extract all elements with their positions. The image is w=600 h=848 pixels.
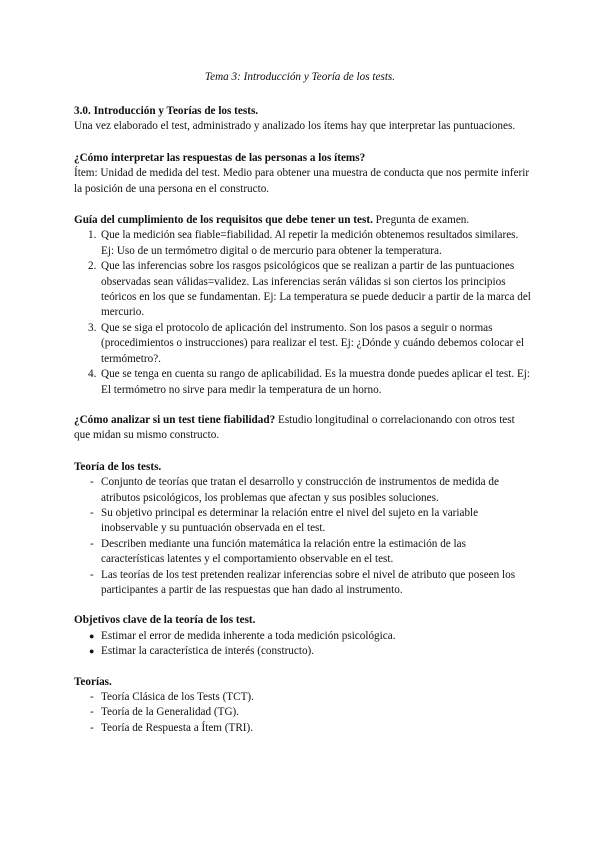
section-test-theory	[74, 460, 532, 599]
section-theories	[74, 675, 532, 737]
dash-marker: -	[90, 706, 94, 719]
list-item-text: Teoría de Respuesta a Ítem (TRI).	[101, 721, 254, 734]
list-item-text: Su objetivo principal es determinar la relación entre el nivel del sujeto en la variable inobservable y su puntuación observada en el test.	[101, 506, 479, 535]
list-item	[74, 367, 532, 398]
theories-list	[74, 690, 532, 736]
list-item	[74, 568, 532, 599]
section-requirements-note: Pregunta de examen.	[372, 214, 470, 227]
list-item	[74, 228, 532, 259]
section-test-theory-heading: Teoría de los tests.	[74, 460, 162, 473]
test-theory-list	[74, 475, 532, 598]
dash-marker: -	[90, 537, 94, 550]
list-item	[74, 475, 532, 506]
page-header: Tema 3: Introducción y Teoría de los tests.	[204, 71, 396, 83]
list-number: 4.	[88, 368, 97, 381]
list-item-text: Las teorías de los test pretenden realizar inferencias sobre el nivel de atributo que poseen los participantes a partir de las respuestas que han dado al instrumento.	[101, 568, 516, 596]
dash-marker: -	[90, 691, 94, 703]
section-interpret-heading: ¿Cómo interpretar las respuestas de las personas a los ítems?	[74, 151, 366, 164]
dash-marker: -	[90, 568, 94, 581]
list-number: 3.	[88, 321, 97, 334]
list-item	[74, 506, 532, 537]
section-key-objectives-heading: Objetivos clave de la teoría de los test.	[74, 614, 256, 627]
section-intro-heading: 3.0. Introducción y Teorías de los tests.	[74, 105, 259, 117]
list-item	[74, 690, 532, 705]
list-item-text: Que se siga el protocolo de aplicación del instrumento. Son los pasos a seguir o normas (procedimientos o instrucciones) para realizar el test. Ej: ¿Dónde y cuándo debemos colocar el termómetro?.	[101, 321, 525, 365]
list-item	[74, 705, 532, 720]
document-body	[74, 104, 532, 752]
section-reliability-text	[74, 413, 532, 444]
section-reliability-heading: ¿Cómo analizar si un test tiene fiabilidad?	[74, 413, 276, 426]
list-item-text: Teoría Clásica de los Tests (TCT).	[101, 691, 254, 703]
section-reliability-answer: Estudio longitudinal o correlacionando con otros test que midan su mismo constructo.	[74, 413, 515, 442]
dash-marker: -	[90, 476, 94, 489]
list-item	[74, 259, 532, 321]
requirements-list	[74, 228, 532, 397]
list-item-text: Estimar la característica de interés (constructo).	[101, 645, 315, 658]
section-intro-text: Una vez elaborado el test, administrado y analizado los ítems hay que interpretar las puntuaciones.	[74, 120, 516, 133]
section-requirements	[74, 213, 532, 398]
list-item-text: Que las inferencias sobre los rasgos psicológicos que se realizan a partir de las puntuaciones observadas sean válidas=validez. Las inferencias serán válidas si son ciertos los principios teóricos en los que se fundamentan. Ej: La temperatura se puede deducir a partir de la marca del mercurio.	[101, 260, 531, 319]
list-item	[74, 537, 532, 568]
list-item-text: Teoría de la Generalidad (TG).	[101, 706, 240, 719]
dash-marker: -	[90, 721, 94, 734]
section-interpret-text: Ítem: Unidad de medida del test. Medio para obtener una muestra de conducta que nos permite inferir la posición de una persona en el constructo.	[74, 167, 530, 195]
list-item-text: Conjunto de teorías que tratan el desarrollo y construcción de instrumentos de medida de atributos psicológicos, los problemas que afectan y sus posibles soluciones.	[101, 476, 499, 504]
section-intro	[74, 104, 532, 135]
list-item	[74, 721, 532, 736]
section-requirements-heading: Guía del cumplimiento de los requisitos que debe tener un test.	[74, 214, 373, 227]
list-item	[74, 644, 532, 659]
key-objectives-list	[74, 629, 532, 660]
list-number: 2.	[88, 260, 97, 273]
list-item-text: Describen mediante una función matemática la relación entre la estimación de las características latentes y el comportamiento observable en el test.	[101, 537, 466, 566]
section-reliability	[74, 413, 532, 444]
dash-marker: -	[90, 506, 94, 519]
section-key-objectives	[74, 613, 532, 659]
bullet-marker: ●	[89, 630, 95, 641]
list-item-text: Que la medición sea fiable=fiabilidad. Al repetir la medición obtenemos resultados similares. Ej: Uso de un termómetro digital o de mercurio para obtener la temperatura.	[101, 229, 519, 257]
section-requirements-intro	[74, 213, 532, 228]
list-item	[74, 629, 532, 644]
list-number: 1.	[88, 229, 97, 242]
section-theories-heading: Teorías.	[74, 675, 112, 688]
list-item-text: Que se tenga en cuenta su rango de aplicabilidad. Es la muestra donde puedes aplicar el test. Ej: El termómetro no sirve para medir la temperatura de un horno.	[101, 368, 531, 396]
list-item	[74, 321, 532, 367]
list-item-text: Estimar el error de medida inherente a toda medición psicológica.	[101, 629, 396, 642]
bullet-marker: ●	[89, 646, 95, 657]
section-interpret	[74, 151, 532, 197]
